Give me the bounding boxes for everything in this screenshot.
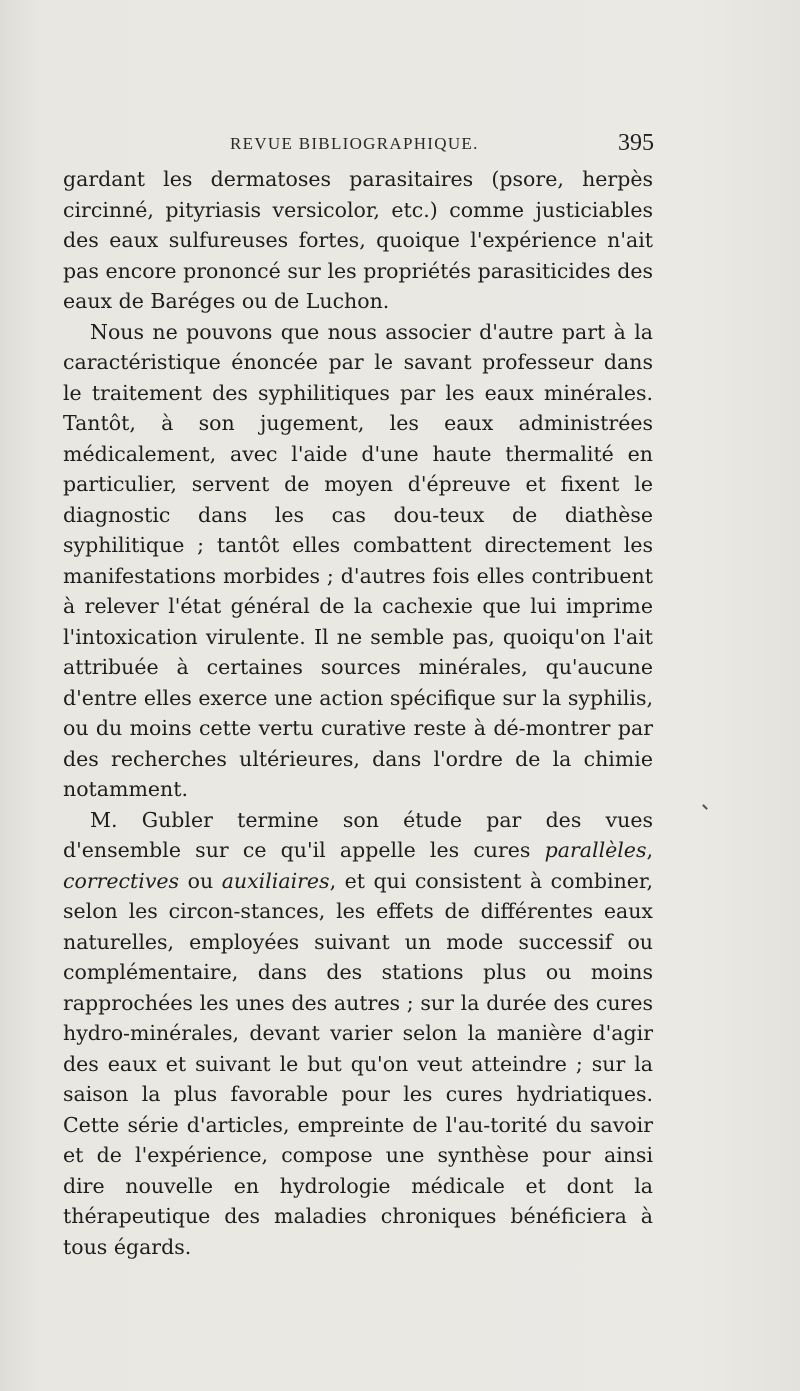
page-header	[230, 130, 654, 160]
paragraph-3-italic-auxiliaires: auxiliaires	[221, 868, 330, 893]
page-number: 395	[618, 130, 654, 156]
paragraph-2	[63, 317, 653, 805]
body-text	[63, 164, 653, 1262]
paragraph-2-text: Nous ne pouvons que nous associer d'autre part à la caractéristique énoncée par le savant professeur dans le traitement des syphilitiques par les eaux minérales. Tantôt, à son jugement, les eaux administrées médicalement, avec l'aide d'une haute thermalité en particulier, servent de moyen d'épreuve et fixent le diagnostic dans les cas dou-teux de diathèse syphilitique ; tantôt elles combattent directement les manifestations morbides ; d'autres fois elles contribuent à relever l'état général de la cachexie que lui imprime l'intoxication virulente. Il ne semble pas, quoiqu'on l'ait attribuée à certaines sources minérales, qu'aucune d'entre elles exerce une action spécifique sur la syphilis, ou du moins cette vertu curative reste à dé-montrer par des recherches ultérieures, dans l'ordre de la chimie notamment.	[63, 319, 653, 801]
margin-mark	[702, 804, 708, 810]
running-head: REVUE BIBLIOGRAPHIQUE.	[230, 134, 479, 153]
paragraph-3-text-a: M. Gubler termine son étude par des vues d'ensemble sur ce qu'il appelle les cures	[63, 807, 653, 862]
paragraph-3-text-b: ,	[646, 838, 653, 862]
paragraph-3-italic-paralleles: parallèles	[544, 838, 647, 862]
paragraph-1-text: gardant les dermatoses parasitaires (psore, herpès circinné, pityriasis versicolor, etc.) comme justiciables des eaux sulfureuses fortes, quoique l'expérience n'ait pas encore prononcé sur les propriétés parasiticides des eaux de Baréges ou de Luchon.	[63, 167, 653, 313]
paragraph-3	[63, 805, 653, 1263]
paragraph-3-text-d: , et qui consistent à combiner, selon les circon-stances, les effets de différentes eaux naturelles, employées suivant un mode successif ou complémentaire, dans des stations plus ou moins rapprochées les unes des autres ; sur la durée des cures hydro-minérales, devant varier selon la manière d'agir des eaux et suivant le but qu'on veut atteindre ; sur la saison la plus favorable pour les cures hydriatiques. Cette série d'articles, empreinte de l'au-torité du savoir et de l'expérience, compose une synthèse pour ainsi dire nouvelle en hydrologie médicale et dont la thérapeutique des maladies chroniques bénéficiera à tous égards.	[63, 868, 653, 1259]
paragraph-1	[63, 164, 653, 317]
paragraph-3-italic-correctives: correctives	[63, 868, 180, 893]
paragraph-3-text-c: ou	[179, 868, 222, 893]
